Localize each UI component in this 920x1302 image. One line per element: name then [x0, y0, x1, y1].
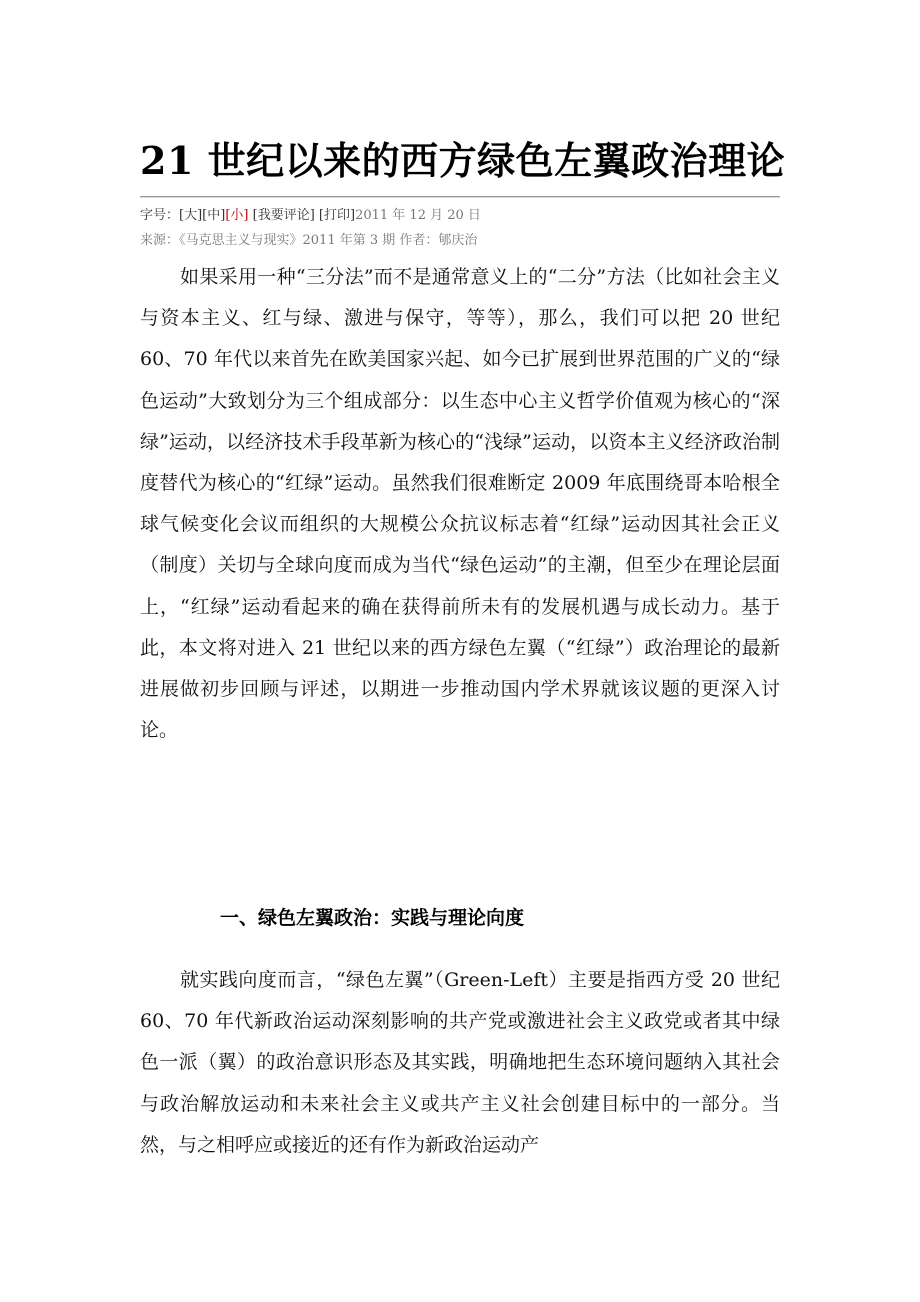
document-title: 21 世纪以来的西方绿色左翼政治理论: [140, 138, 786, 184]
font-size-medium-link[interactable]: [中]: [202, 208, 226, 223]
body-paragraph-1: 如果采用一种“三分法”而不是通常意义上的“二分”方法（比如社会主义与资本主义、红与绿、激进与保守，等等），那么，我们可以把 20 世纪 60、70 年代以来首先在欧美国家兴起、如今已扩展到世界范围的广义的“绿色运动”大致划分为三个组成部分：以生态中心主义哲学价值观为核心的“深绿”运动，以经济技术手段革新为核心的“浅绿”运动，以资本主义经济政治制度替代为核心的“红绿”运动。虽然我们很难断定 2009 年底围绕哥本哈根全球气候变化会议而组织的大规模公众抗议标志着“红绿”运动因其社会正义（制度）关切与全球向度而成为当代“绿色运动”的主潮，但至少在理论层面上，“红绿”运动看起来的确在获得前所未有的发展机遇与成长动力。基于此，本文将对进入 21 世纪以来的西方绿色左翼（“红绿”）政治理论的最新进展做初步回顾与评述，以期进一步推动国内学术界就该议题的更深入讨论。: [140, 266, 780, 742]
title-divider: [140, 196, 780, 198]
article-toolbar: [140, 206, 780, 226]
body-paragraph-2: 就实践向度而言，“绿色左翼”（Green-Left）主要是指西方受 20 世纪 60、70 年代新政治运动深刻影响的共产党或激进社会主义政党或者其中绿色一派（翼）的政治意识形态及其实践，明确地把生态环境问题纳入其社会与政治解放运动和未来社会主义或共产主义社会创建目标中的一部分。当然，与之相呼应或接近的还有作为新政治运动产: [140, 969, 780, 1156]
source-line: 来源：《马克思主义与现实》2011 年第 3 期 作者：郇庆治: [140, 233, 478, 248]
font-size-label: 字号：: [140, 208, 180, 223]
font-size-large-link[interactable]: [大]: [179, 208, 203, 223]
section-heading: 一、绿色左翼政治：实践与理论向度: [220, 907, 525, 929]
font-size-small-link[interactable]: [小]: [225, 208, 249, 223]
comment-link[interactable]: [我要评论]: [252, 208, 315, 223]
publish-date: 2011 年 12 月 20 日: [355, 208, 481, 223]
print-link[interactable]: [打印]: [318, 208, 356, 223]
